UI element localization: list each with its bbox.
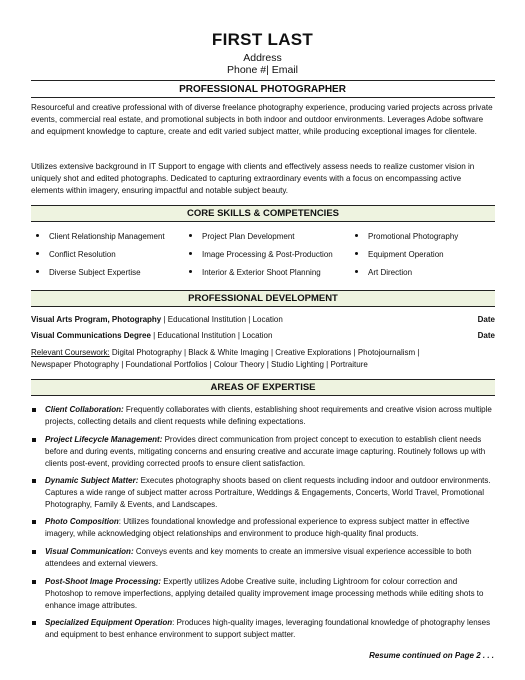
skill-item: Image Processing & Post-Production bbox=[189, 249, 333, 260]
program-date: Date bbox=[477, 315, 495, 324]
summary-paragraph-1: Resourceful and creative professional with of diverse freelance photography experience, producing varied projects across private events, commercial real estate, and promotional subjects in both indoor and outdoor environments. Leverages Adobe software and equipment knowledge to capture, create and edit varied subject matter, while producing exceptional images for clientele. bbox=[31, 103, 493, 136]
title-divider bbox=[31, 97, 495, 98]
bullet-square bbox=[32, 520, 36, 524]
summary-paragraph-2: Utilizes extensive background in IT Support to engage with clients and effectively assess needs to realize customer vision in uniquely shot and edited photographs. Dedicated to capturing extraordinary events with a focus on encompassing active elements within imagery, ensuring impactful and notable subject beauty. bbox=[31, 162, 475, 195]
skill-item: Project Plan Development bbox=[189, 231, 295, 242]
education-entry bbox=[31, 314, 495, 326]
contact-line: Phone #| Email bbox=[226, 64, 299, 76]
program-name: Visual Communications Degree bbox=[31, 331, 151, 340]
skill-item: Promotional Photography bbox=[355, 231, 458, 242]
program-detail: | Educational Institution | Location bbox=[150, 331, 273, 340]
development-heading-band bbox=[31, 290, 495, 307]
bullet-dot bbox=[36, 270, 39, 273]
expertise-item: Photo Composition: Utilizes foundational knowledge and professional experience to express subject matter in effective imagery, while acknowledging object relationships and environment to produce high-quality final products. bbox=[45, 516, 495, 540]
program-date: Date bbox=[477, 331, 495, 340]
expertise-heading: AREAS OF EXPERTISE bbox=[210, 382, 316, 393]
skill-item: Diverse Subject Expertise bbox=[36, 267, 141, 278]
bullet-dot bbox=[189, 270, 192, 273]
expertise-item: Post-Shoot Image Processing: Expertly utilizes Adobe Creative suite, including Lightroom for colour correction and Photoshop to remove imperfections, applying detailed quality improvement image processing methods while editing shots to enhance image attributes. bbox=[45, 576, 495, 612]
skills-heading: CORE SKILLS & COMPETENCIES bbox=[186, 208, 339, 219]
bullet-square bbox=[32, 479, 36, 483]
coursework-line-2: Newspaper Photography | Foundational Portfolios | Colour Theory | Studio Lighting | Portraiture bbox=[31, 360, 368, 369]
coursework-line-1: Relevant Coursework: Digital Photography | Black & White Imaging | Creative Explorations | Photojournalism | bbox=[31, 348, 420, 357]
program-name: Visual Arts Program, Photography bbox=[31, 315, 162, 324]
bullet-square bbox=[32, 438, 36, 442]
bullet-square bbox=[32, 408, 36, 412]
bullet-dot bbox=[36, 234, 39, 237]
bullet-dot bbox=[189, 252, 192, 255]
bullet-dot bbox=[189, 234, 192, 237]
skills-heading-band bbox=[31, 205, 495, 222]
expertise-item: Dynamic Subject Matter: Executes photography shoots based on client requests including indoor and outdoor environments. Captures a wide range of subject matter across Portraiture, Weddings & Engagements, Concerts, World Travel, Promotional Photography, Family & Events, and Landscapes. bbox=[45, 475, 495, 511]
bullet-square bbox=[32, 621, 36, 625]
address: Address bbox=[243, 52, 282, 64]
job-title: PROFESSIONAL PHOTOGRAPHER bbox=[179, 84, 346, 95]
skill-item: Interior & Exterior Shoot Planning bbox=[189, 267, 321, 278]
education-entry bbox=[31, 330, 495, 342]
skill-item: Client Relationship Management bbox=[36, 231, 165, 242]
skill-item: Conflict Resolution bbox=[36, 249, 116, 260]
header-divider bbox=[31, 80, 495, 81]
expertise-item: Specialized Equipment Operation: Produces high-quality images, leveraging foundational knowledge of photography lenses and equipment to best enhance environment to support subject matter. bbox=[45, 617, 495, 641]
expertise-item: Project Lifecycle Management: Provides direct communication from project concept to execution to establish client needs before and during events, mitigating concerns and ensuring creative and accurate image capturing. Routinely follows up with clients post-event, providing corrected proofs to ensure client satisfaction. bbox=[45, 434, 495, 470]
candidate-name: FIRST LAST bbox=[211, 30, 314, 49]
skill-item: Art Direction bbox=[355, 267, 412, 278]
bullet-dot bbox=[355, 270, 358, 273]
bullet-square bbox=[32, 550, 36, 554]
coursework-label: Relevant Coursework: bbox=[31, 348, 110, 357]
program-detail: | Educational Institution | Location bbox=[161, 315, 283, 324]
bullet-dot bbox=[355, 252, 358, 255]
expertise-item: Client Collaboration: Frequently collaborates with clients, establishing shoot requirements and creative vision across multiple projects, collecting details and client requests while defining expectations. bbox=[45, 404, 495, 428]
expertise-heading-band bbox=[31, 379, 495, 396]
skill-item: Equipment Operation bbox=[355, 249, 444, 260]
development-heading: PROFESSIONAL DEVELOPMENT bbox=[188, 293, 338, 304]
bullet-dot bbox=[36, 252, 39, 255]
continuation-note: Resume continued on Page 2 . . . bbox=[369, 651, 494, 660]
bullet-square bbox=[32, 580, 36, 584]
bullet-dot bbox=[355, 234, 358, 237]
expertise-item: Visual Communication: Conveys events and key moments to create an immersive visual experience accessible to both attendees and external viewers. bbox=[45, 546, 495, 570]
